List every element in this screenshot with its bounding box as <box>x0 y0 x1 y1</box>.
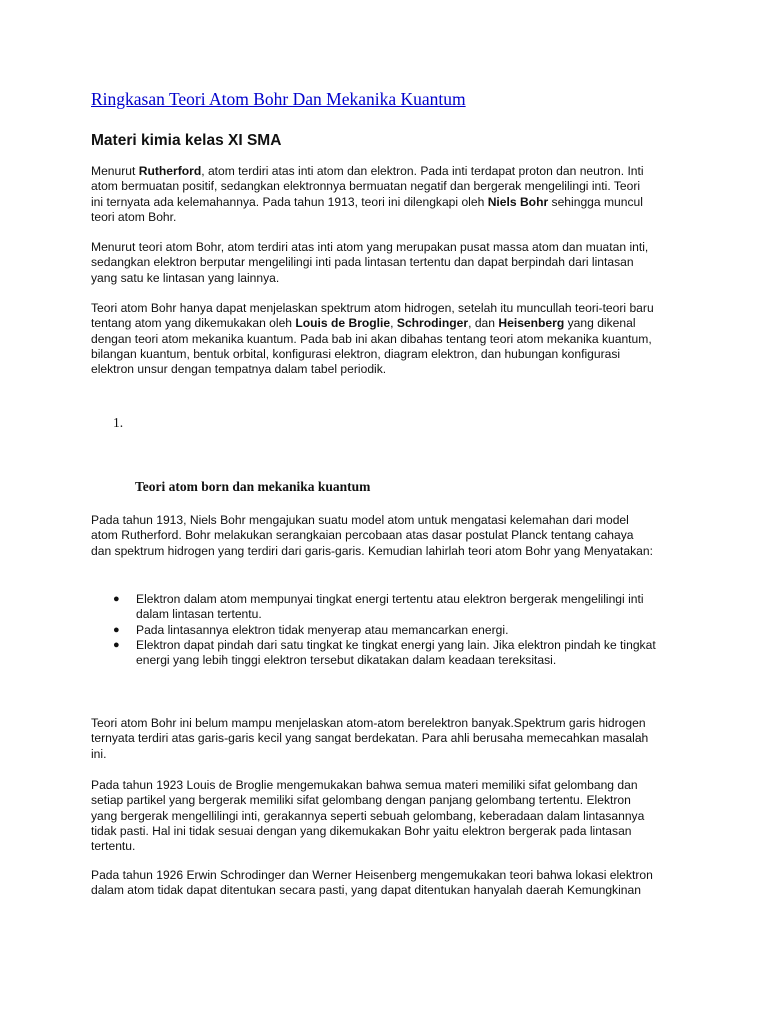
text-line: yang bergerak mengellilingi inti, gerakannya seperti sebuah gelombang, keberadaan dalam lintasannya <box>91 808 645 823</box>
text-line: atom bermuatan positif, sedangkan elektronnya bermuatan negatif dan bergerak mengelilingi inti. Teori <box>91 179 641 194</box>
bullet-dot-icon: ● <box>113 623 120 636</box>
bold-name-heisenberg: Heisenberg <box>498 316 565 331</box>
bullet-list-item <box>113 623 693 638</box>
section-paragraph-1 <box>91 513 691 559</box>
text-line: dalam lintasan tertentu. <box>136 607 262 622</box>
text-line: dalam atom tidak dapat ditentukan secara pasti, yang dapat ditentukan hanyalah daerah Kemungkinan <box>91 883 641 898</box>
section-paragraph-3 <box>91 778 691 854</box>
text-line: Pada tahun 1926 Erwin Schrodinger dan Werner Heisenberg mengemukakan teori bahwa lokasi elektron <box>91 868 653 882</box>
text-line: ini. <box>91 746 107 761</box>
intro-paragraph-3 <box>91 301 691 377</box>
text-line: Elektron dalam atom mempunyai tingkat energi tertentu atau elektron bergerak mengelilingi inti <box>136 592 644 606</box>
text-line: Teori atom Bohr ini belum mampu menjelaskan atom-atom berelektron banyak.Spektrum garis hidrogen <box>91 716 646 730</box>
bullet-list-item <box>113 638 693 669</box>
text-line: ternyata terdiri atas garis-garis kecil yang sangat berdekatan. Para ahli berusaha memecahkan masalah <box>91 731 649 746</box>
text-line: sedangkan elektron berputar mengelilingi inti pada lintasan tertentu dan dapat berpindah dari lintasan <box>91 255 634 270</box>
text-run: Menurut <box>91 164 139 178</box>
text-run: , <box>390 316 397 331</box>
bold-name-rutherford: Rutherford <box>138 164 202 178</box>
bullet-list-item <box>113 592 693 623</box>
section-paragraph-2 <box>91 716 691 762</box>
text-run: tentang atom yang dikemukakan oleh <box>91 316 296 331</box>
bullet-dot-icon: ● <box>113 638 120 651</box>
text-line: Elektron dapat pindah dari satu tingkat ke tingkat energi yang lain. Jika elektron pindah ke tingkat <box>136 637 656 652</box>
text-line: setiap partikel yang bergerak memiliki sifat gelombang dengan panjang gelombang tertentu. Elektron <box>91 793 631 808</box>
text-line: dengan teori atom mekanika kuantum. Pada bab ini akan dibahas tentang teori atom mekanika kuantum, <box>91 331 652 346</box>
text-line: dan spektrum hidrogen yang terdiri dari garis-garis. Kemudian lahirlah teori atom Bohr yang Menyatakan: <box>91 543 653 558</box>
text-line: Pada lintasannya elektron tidak menyerap atau memancarkan energi. <box>136 622 509 637</box>
text-line: Menurut teori atom Bohr, atom terdiri atas inti atom yang merupakan pusat massa atom dan muatan inti, <box>91 240 649 254</box>
title-link[interactable]: Ringkasan Teori Atom Bohr Dan Mekanika Kuantum <box>91 89 466 109</box>
subtitle-heading: Materi kimia kelas XI SMA <box>91 132 282 149</box>
text-line: teori atom Bohr. <box>91 209 177 224</box>
text-run: sehingga muncul <box>548 194 643 209</box>
text-line: Teori atom Bohr hanya dapat menjelaskan spektrum atom hidrogen, setelah itu muncullah teori-teori baru <box>91 301 654 315</box>
intro-paragraph-1 <box>91 164 691 225</box>
text-run: ini ternyata ada kelemahannya. Pada tahun 1913, teori ini dilengkapi oleh <box>91 194 488 209</box>
section-heading: Teori atom born dan mekanika kuantum <box>135 479 371 494</box>
text-line: elektron unsur dengan tempatnya dalam tabel periodik. <box>91 362 387 377</box>
intro-paragraph-2 <box>91 240 691 286</box>
list-number-marker: 1. <box>113 415 124 430</box>
text-line: yang satu ke lintasan yang lainnya. <box>91 270 280 285</box>
text-line <box>91 195 691 210</box>
text-run: , atom terdiri atas inti atom dan elektron. Pada inti terdapat proton dan neutron. Inti <box>201 164 644 178</box>
text-line: Pada tahun 1923 Louis de Broglie mengemukakan bahwa semua materi memiliki sifat gelombang dan <box>91 778 638 792</box>
bullet-dot-icon: ● <box>113 593 120 605</box>
text-line <box>91 164 691 179</box>
text-line: energi yang lebih tinggi elektron tersebut dikatakan dalam keadaan tereksitasi. <box>136 653 557 668</box>
text-line: Pada tahun 1913, Niels Bohr mengajukan suatu model atom untuk mengatasi kelemahan dari model <box>91 513 629 527</box>
text-line: tertentu. <box>91 839 136 854</box>
text-run: yang dikenal <box>564 316 636 331</box>
bold-name-niels-bohr: Niels Bohr <box>487 194 549 209</box>
text-line: atom Rutherford. Bohr melakukan serangkaian percobaan atas dasar postulat Planck tentang cahaya <box>91 528 634 543</box>
text-line: bilangan kuantum, bentuk orbital, konfigurasi elektron, diagram elektron, dan hubungan konfigurasi <box>91 346 621 361</box>
bold-name-louis-de-broglie: Louis de Broglie <box>295 316 391 331</box>
bold-name-schrodinger: Schrodinger <box>396 316 469 331</box>
bullet-list <box>113 592 693 668</box>
text-run: , dan <box>468 316 499 331</box>
text-line <box>91 316 691 331</box>
text-line: tidak pasti. Hal ini tidak sesuai dengan yang dikemukakan Bohr yaitu elektron bergerak pada lintasan <box>91 823 632 838</box>
section-paragraph-4 <box>91 868 691 899</box>
